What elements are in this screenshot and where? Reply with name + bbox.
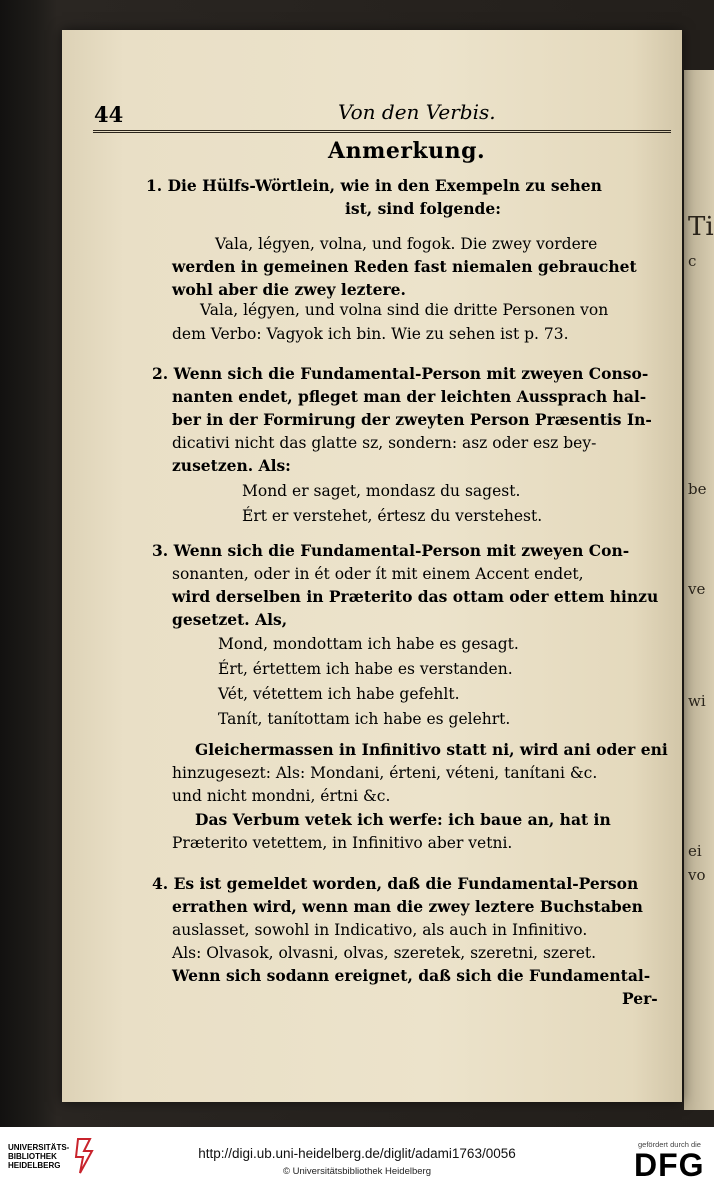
adjacent-page-fragment: Ti [688,212,714,242]
text-line: Ért er verstehet, értesz du verstehest. [242,507,543,525]
text-line: Wenn sich sodann ereignet, daß sich die Fundamental- [172,966,651,985]
text-line: 2. Wenn sich die Fundamental-Person mit zweyen Conso- [152,364,649,383]
text-line: Gleichermassen in Infinitivo statt ni, wird ani oder eni [195,740,668,759]
funding-note: gefördert durch die [638,1140,701,1149]
text-line: Vala, légyen, und volna sind die dritte Personen von [200,301,609,319]
text-line: und nicht mondni, értni &c. [172,787,391,805]
adjacent-page-fragment: ei [688,842,702,860]
adjacent-page-fragment: vo [688,866,706,884]
text-line: Tanít, tanítottam ich habe es gelehrt. [218,710,511,728]
text-line: ist, sind folgende: [345,199,501,218]
text-line: Mond, mondottam ich habe es gesagt. [218,635,519,653]
source-url-link[interactable]: http://digi.ub.uni-heidelberg.de/diglit/adami1763/0056 [198,1146,516,1161]
text-line: zusetzen. Als: [172,456,291,475]
adjacent-page-fragment: c [688,252,697,270]
text-line: 4. Es ist gemeldet worden, daß die Fundamental-Person [152,874,639,893]
dfg-logo: DFG [634,1147,705,1183]
adjacent-page-fragment: wi [688,692,706,710]
text-line: wohl aber die zwey leztere. [172,280,406,299]
page-number: 44 [94,102,124,127]
text-line: auslasset, sowohl in Indicativo, als auch in Infinitivo. [172,921,588,939]
adjacent-page-edge [684,70,714,1110]
library-logo-text: UNIVERSITÄTS- BIBLIOTHEK HEIDELBERG [8,1143,70,1170]
text-line: gesetzet. Als, [172,610,288,629]
text-line: hinzugesezt: Als: Mondani, érteni, véteni, tanítani &c. [172,764,598,782]
running-head: Von den Verbis. [338,100,496,124]
text-line: wird derselben in Præterito das ottam oder ettem hinzu [172,587,659,606]
text-line: dem Verbo: Vagyok ich bin. Wie zu sehen ist p. 73. [172,325,569,343]
adjacent-page-fragment: ve [688,580,706,598]
text-line: ber in der Formirung der zweyten Person Præsentis In- [172,410,652,429]
text-line: Mond er saget, mondasz du sagest. [242,482,521,500]
section-heading: Anmerkung. [328,138,486,164]
text-line: Das Verbum vetek ich werfe: ich baue an, hat in [195,810,611,829]
adjacent-page-fragment: be [688,480,707,498]
text-line: Als: Olvasok, olvasni, olvas, szeretek, szeretni, szeret. [172,944,597,962]
text-line: Præterito vetettem, in Infinitivo aber vetni. [172,834,513,852]
text-line: dicativi nicht das glatte sz, sondern: asz oder esz bey- [172,434,597,452]
text-line: 1. Die Hülfs-Wörtlein, wie in den Exempeln zu sehen [146,176,602,195]
catchword: Per- [622,989,658,1008]
copyright-notice: © Universitätsbibliothek Heidelberg [283,1166,431,1177]
text-line: Ért, értettem ich habe es verstanden. [218,660,513,678]
text-line: errathen wird, wenn man die zwey leztere Buchstaben [172,897,643,916]
viewer-footer [0,1127,714,1187]
header-rule [93,130,671,133]
text-line: nanten endet, pfleget man der leichten Aussprach hal- [172,387,647,406]
text-line: 3. Wenn sich die Fundamental-Person mit zweyen Con- [152,541,630,560]
text-line: werden in gemeinen Reden fast niemalen gebrauchet [172,257,637,276]
text-line: Vét, vétettem ich habe gefehlt. [218,685,460,703]
text-line: Vala, légyen, volna, und fogok. Die zwey vordere [215,235,598,253]
text-line: sonanten, oder in ét oder ít mit einem Accent endet, [172,565,584,583]
